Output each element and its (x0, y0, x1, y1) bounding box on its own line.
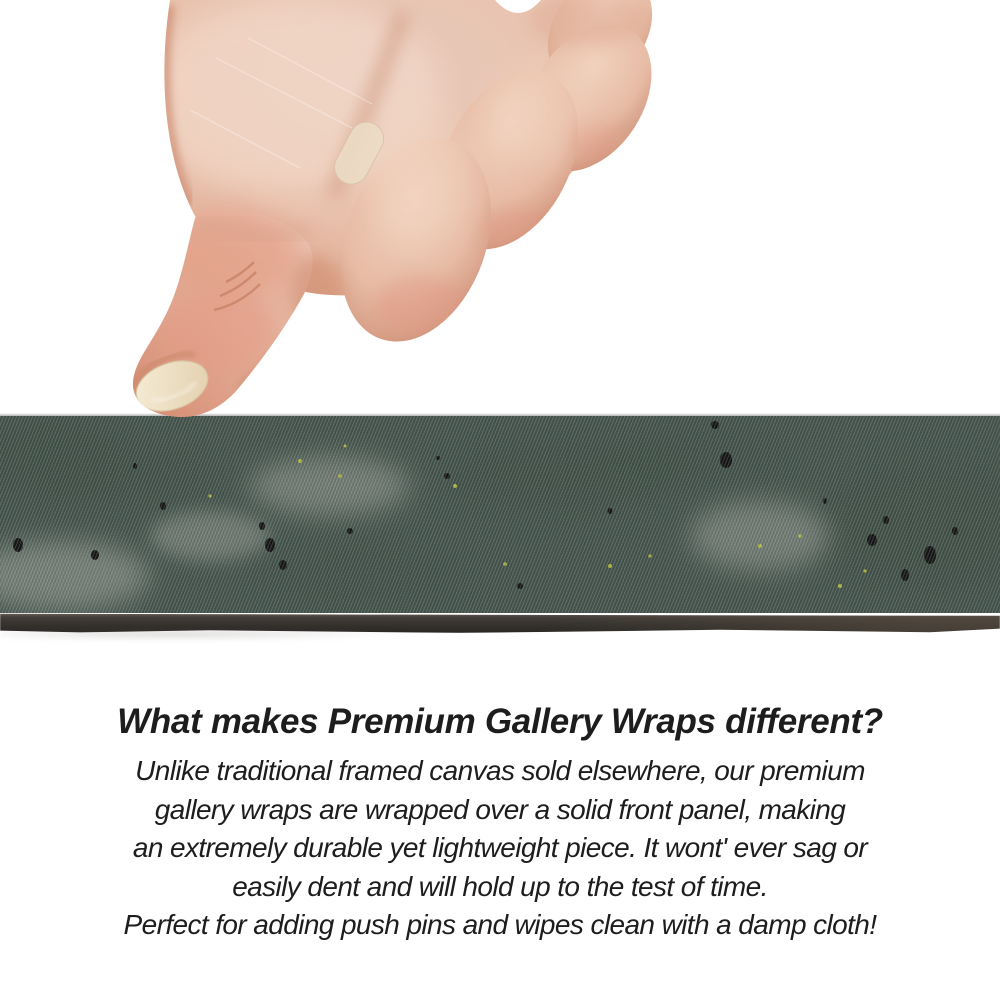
body-line: an extremely durable yet lightweight piece. It wont' ever sag or (132, 832, 868, 863)
heading: What makes Premium Gallery Wraps different? (117, 702, 883, 741)
body-line: Unlike traditional framed canvas sold elsewhere, our premium (135, 755, 865, 786)
body-line: Perfect for adding push pins and wipes clean with a damp cloth! (123, 909, 877, 940)
marketing-copy (0, 701, 1000, 945)
canvas-panel-edge (0, 613, 1000, 633)
canvas-weave-overlay (0, 416, 1000, 613)
hand-illustration (120, 0, 680, 420)
body-line: easily dent and will hold up to the test of time. (232, 870, 768, 902)
hand-photo (120, 0, 680, 420)
strip-drop-shadow (0, 631, 620, 645)
body-line: gallery wraps are wrapped over a solid front panel, making (154, 793, 846, 825)
canvas-strip-photo (0, 416, 1000, 646)
